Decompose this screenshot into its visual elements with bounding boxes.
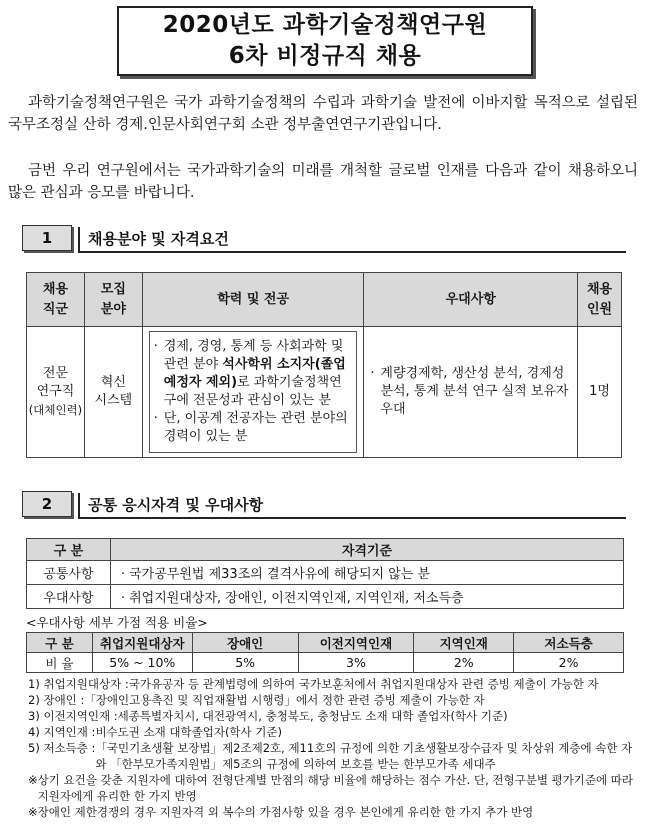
header-criteria: 자격기준 [110,539,623,561]
headcount-cell: 1명 [578,327,622,458]
education-box [149,331,358,453]
table-row [27,327,622,458]
footnote-item: 3) 이전지역인재 : 세종특별자치시, 대전광역시, 충청북도, 충청남도 소재 대학 졸업자(학사 기준) [28,709,508,723]
table-header-row [27,273,622,327]
footnote-item: ※ 상기 요건을 갖춘 지원자에 대하여 전형단계별 만점의 해당 비율에 해당하는 점수 가산. 단, 전형구분별 평가기준에 따라 지원자에게 유리한 한 가지 반영 [28,773,634,803]
section-divider [78,493,80,517]
header-field: 모집 분야 [84,273,142,327]
recruitment-table [26,272,622,458]
header-education: 학력 및 전공 [142,273,364,327]
section-underline [78,517,626,519]
ratio-cell: 5% ~ 10% [92,653,192,673]
table-header-row [27,633,624,653]
ratio-header: 이전지역인재 [298,633,414,653]
criteria-cell: · 취업지원대상자, 장애인, 이전지역인재, 지역인재, 저소득층 [110,585,623,609]
footnotes [28,676,640,820]
intro-paragraph-2: 금번 우리 연구원에서는 국가과학기술의 미래를 개척할 글로벌 인재를 다음과 같이 채용하오니 많은 관심과 응모를 바랍니다. [8,163,638,201]
category-cell: 우대사항 [27,585,111,609]
section-2-number: 2 [22,491,72,517]
title-box [117,6,533,76]
ratio-cell: 5% [192,653,298,673]
list-item: · 경제, 경영, 통계 등 사회과학 및 관련 분야 석사학위 소지자(졸업예정자 제외)로 과학기술정책연구에 전문성과 관심이 있는 분 [153,339,346,408]
table-header-row [27,539,624,561]
ratio-header: 취업지원대상자 [92,633,192,653]
header-headcount: 채용 인원 [578,273,622,327]
preference-cell [364,327,578,458]
header-preference: 우대사항 [364,273,578,327]
list-item: · 단, 이공계 전공자는 관련 분야의 경력이 있는 분 [153,411,348,444]
footnote-item: 2) 장애인 : 「장애인고용촉진 및 직업재활법 시행령」에서 정한 관련 증빙 제출이 가능한 자 [28,693,485,707]
ratio-cell: 비 율 [27,653,93,673]
section-2-heading [22,491,626,521]
list-item: · 계량경제학, 생산성 분석, 경제성 분석, 통계 분석 연구 실적 보유자 우대 [370,366,569,417]
education-cell [142,327,364,458]
ratio-cell: 2% [414,653,514,673]
field-cell: 혁신 시스템 [84,327,142,458]
footnote-item: 4) 지역인재 : 비수도권 소재 대학졸업자(학사 기준) [28,725,283,739]
section-underline [78,251,626,253]
section-1-heading [22,225,626,255]
ratio-header: 저소득층 [514,633,624,653]
ratio-cell: 2% [514,653,624,673]
section-divider [78,227,80,251]
page-subtitle: 6차 비정규직 채용 [228,43,422,69]
category-cell: 공통사항 [27,561,111,585]
footnote-item: 5) 저소득층 : 「국민기초생활 보장법」제2조제2호, 제11호의 규정에 의한 기초생활보장수급자 및 차상위 계층에 속한 자와 「한부모가족지원법」제5조의 규정에 의하여 보호를 받는 한부모가족 세대주 [28,741,633,771]
section-1-title: 채용분야 및 자격요건 [88,230,229,248]
header-category: 구 분 [27,539,111,561]
footnote-item: 1) 취업지원대상자 : 국가유공자 등 관계법령에 의하여 국가보훈처에서 취업지원대상자 관련 증빙 제출이 가능한 자 [28,677,599,691]
table-row [27,561,624,585]
section-1-number: 1 [22,225,72,251]
page-title: 2020년도 과학기술정책연구원 [162,12,488,38]
bonus-ratio-table [26,632,624,673]
table-row [27,585,624,609]
criteria-cell: · 국가공무원법 제33조의 결격사유에 해당되지 않는 분 [110,561,623,585]
ratio-caption: <우대사항 세부 가점 적용 비율> [26,615,208,630]
footnote-item: ※ 장애인 제한경쟁의 경우 지원자격 외 복수의 가점사항 있을 경우 본인에게 유리한 한 가지 추가 반영 [28,805,534,819]
table-row [27,653,624,673]
ratio-header: 장애인 [192,633,298,653]
header-job-group: 채용 직군 [27,273,85,327]
ratio-cell: 3% [298,653,414,673]
section-2-title: 공통 응시자격 및 우대사항 [88,496,264,514]
job-group-cell: 전문 연구직 (대체인력) [27,327,85,458]
intro-paragraph-1: 과학기술정책연구원은 국가 과학기술정책의 수립과 과학기술 발전에 이바지할 목적으로 설립된 국무조정실 산하 경제.인문사회연구회 소관 정부출연연구기관입니다. [8,95,638,133]
ratio-header: 지역인재 [414,633,514,653]
ratio-header: 구 분 [27,633,93,653]
qualification-table [26,538,624,609]
